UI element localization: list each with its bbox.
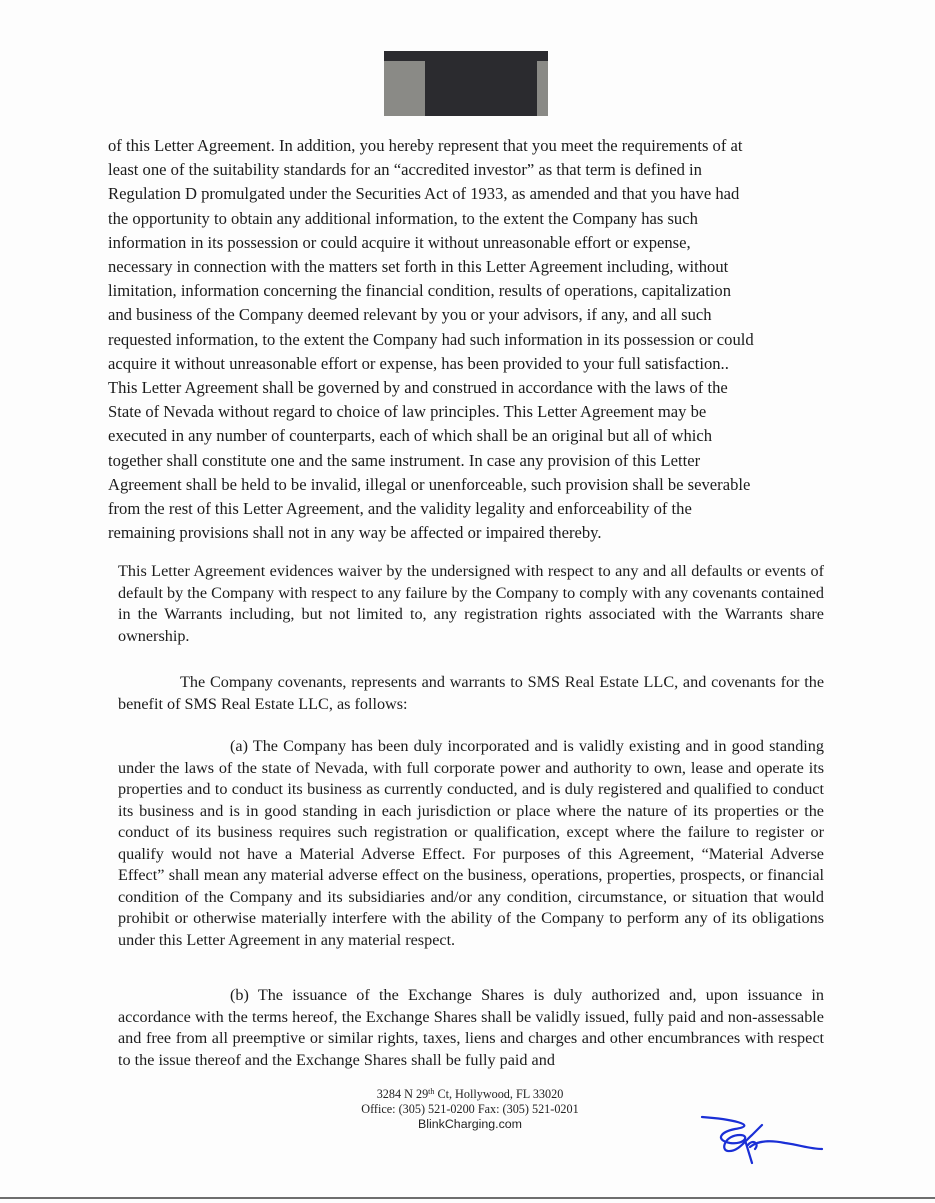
footer-address: 3284 N 29th Ct, Hollywood, FL 33020: [376, 1087, 564, 1101]
text-line: Regulation D promulgated under the Securities Act of 1933, as amended and that you have had: [108, 184, 740, 204]
redaction-gray-left: [384, 61, 425, 116]
redacted-logo-block: [384, 51, 548, 116]
clause-b-exchange-shares: (b) The issuance of the Exchange Shares is duly authorized and, upon issuance in accordance with the terms hereof, the Exchange Shares shall be validly issued, fully paid and non-assessable and free from all preemptive or similar rights, taxes, liens and charges and other encumbrances with respect to the issue thereof and the Exchange Shares shall be fully paid and: [118, 986, 824, 1069]
text-line: the opportunity to obtain any additional information, to the extent the Company has such: [108, 208, 698, 228]
text-line: and business of the Company deemed relevant by you or your advisors, if any, and all such: [108, 305, 712, 325]
signature-initials-icon: [690, 1105, 830, 1165]
text-line: Agreement shall be held to be invalid, illegal or unenforceable, such provision shall be severable: [108, 474, 751, 494]
text-line: acquire it without unreasonable effort or expense, has been provided to your full satisfaction..: [108, 353, 729, 373]
text-line: necessary in connection with the matters set forth in this Letter Agreement including, without: [108, 257, 729, 277]
text-line: executed in any number of counterparts, each of which shall be an original but all of which: [108, 426, 713, 446]
text-line: remaining provisions shall not in any way be affected or impaired thereby.: [108, 523, 602, 543]
text-line: of this Letter Agreement. In addition, you hereby represent that you meet the requirements of at: [108, 136, 743, 155]
text-line: together shall constitute one and the same instrument. In case any provision of this Letter: [108, 450, 701, 470]
text-line: from the rest of this Letter Agreement, and the validity legality and enforceability of the: [108, 499, 692, 519]
paragraph-suitability-and-governing-law: [108, 134, 824, 545]
redaction-gray-right: [537, 61, 548, 116]
page-bottom-rule: [0, 1197, 935, 1199]
letterhead-footer: [300, 1084, 640, 1132]
text-line: information in its possession or could acquire it without unreasonable effort or expense,: [108, 232, 691, 252]
text-line: requested information, to the extent the Company had such information in its possession or could: [108, 329, 754, 349]
text-line: State of Nevada without regard to choice of law principles. This Letter Agreement may be: [108, 402, 707, 422]
text-line: limitation, information concerning the financial condition, results of operations, capitalization: [108, 281, 732, 301]
footer-phones: Office: (305) 521-0200 Fax: (305) 521-0201: [361, 1102, 579, 1116]
paragraph-company-covenants: The Company covenants, represents and warrants to SMS Real Estate LLC, and covenants for the benefit of SMS Real Estate LLC, as follows:: [118, 673, 824, 713]
paragraph-waiver: This Letter Agreement evidences waiver by the undersigned with respect to any and all defaults or events of default by the Company with respect to any failure by the Company to comply with any covenants contained in the Warrants including, but not limited to, any registration rights associated with the Warrants share ownership.: [118, 562, 824, 645]
text-line: least one of the suitability standards for an “accredited investor” as that term is defined in: [108, 160, 702, 180]
clause-a-incorporation: (a) The Company has been duly incorporated and is validly existing and in good standing under the laws of the state of Nevada, with full corporate power and authority to own, lease and operate its properties and to conduct its business as currently conducted, and is duly registered and qualified to conduct its business and is in good standing in each jurisdiction or place where the nature of its properties or the conduct of its business requires such registration or qualification, except where the failure to register or qualify would not have a Material Adverse Effect. For purposes of this Agreement, “Material Adverse Effect” shall mean any material adverse effect on the business, operations, properties, prospects, or financial condition of the Company and its subsidiaries and/or any condition, circumstance, or situation that would prohibit or otherwise materially interfere with the ability of the Company to perform any of its obligations under this Letter Agreement in any material respect.: [118, 737, 824, 949]
footer-website: BlinkCharging.com: [418, 1117, 522, 1131]
text-line: This Letter Agreement shall be governed by and construed in accordance with the laws of the: [108, 378, 728, 398]
